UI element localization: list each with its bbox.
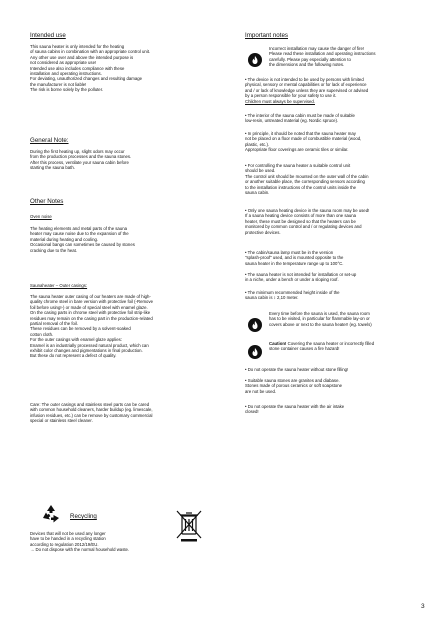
crossed-out-bin-icon (174, 508, 204, 542)
outer-casings-title: Saunaheater – Outer casings: (30, 283, 88, 288)
outer-casings-text: The sauna heater outer casing of our heaters are made of high- quality chrome steel in bare version with protective foil (-Remove foil before using!-) or made of special steel with enamel glaze. On the casing parts in chrome steel with protective foil strip-like residues may remain on the casing part in the production-related partial removal of the foil. These residues can be removed by a solvent-soaked cotton cloth. For the outer casings with enamel glaze applies: Enamel is an industrially processed natural product, which can exhibit color changes and pigmentations in final production. But these do not represent a defect of quality. (30, 294, 153, 359)
oven-noise-text: The heating elements and metal parts of the sauna heater may cause noise due to the expansion of the material during heating and cooling. Occasional bangs can sometimes be caused by stones cracking due to the heat. (30, 226, 135, 253)
note-suitable-stones: • Suitable sauna stones are granites and diabase. Stones made of porous ceramics or soft soapstone are not be used. (245, 378, 342, 394)
general-note-heading: General Note: (30, 137, 69, 144)
recycling-heading: Recycling (70, 513, 97, 520)
sauna-visit-warning-text: Every time before the sauna is used, the sauna room has to be visited, in particular for flammable lay-on or covers above or next to the sauna heater! (eg. towels) (269, 311, 372, 327)
caution-label: Caution! (269, 341, 287, 346)
note-cabin-lamp: • The cabin/sauna lamp must be in the version "splash-proof" used, and is mounted opposite to the sauna heater in the temperature range up to 100°C. (245, 250, 344, 266)
fire-warning-icon (248, 345, 262, 359)
note-minimum-height: • The minimum recommended height inside of the sauna cabin is ↕ 2,10 meter. (245, 290, 340, 301)
care-text: Care: The outer casings and stainless steel parts can be cared with common household cleaners, harder buildup (eg. limescale, infusion residues, etc.) can be remove by customary commercial special or stainless steel cleaner. (30, 402, 153, 424)
important-notes-heading: Important notes (245, 32, 288, 39)
fire-warning-icon (248, 53, 262, 67)
intended-use-heading: Intended use (30, 32, 66, 39)
note-control-unit: • For controlling the sauna heater a suitable control unit should be used. The control unit should be mounted on the outer wall of the cabin or another suitable place, the corresponding sensors according to the installation instructions of the control units inside the sauna cabin. (245, 163, 369, 196)
note-one-heater: • Only one sauna heating device in the sauna room may be used! If a sauna heating device consists of more than one sauna heater, these must be designed so that the heaters can be monitored by common control and / or regulating devices and protective devices. (245, 208, 370, 235)
children-supervised-text: Children must always be supervised. (245, 98, 315, 104)
oven-noise-title: Oven noise (30, 214, 52, 219)
note-limited-capabilities: • The device is not intended to be used by persons with limited physical, sensory or mental capabilities or for lack of experience and / or lack of knowledge unless they are supervised or advised by a person responsible for your safety to use it. (245, 77, 369, 99)
other-notes-heading: Other Notes (30, 198, 64, 205)
recycle-icon (40, 503, 62, 525)
installation-warning-text: Incorrect installation may cause the danger of fire! Please read these installation and operating instructions carefully. Please pay especially attention to the dimensions and the following notes. (269, 46, 376, 68)
note-floor-material: • In principle, it should be noted that the sauna heater may not be placed on a floor made of combustible material (wood, plastic, etc.). Appropriate floor coverings are ceramic tiles or similar. (245, 131, 362, 153)
recycling-text: Devices that will not be used any longer have to be handed in a recycling station according to regulation 2012/19/EU. → Do not dispose with the normal household waste. (30, 531, 130, 553)
caution-body: Covering the sauna heater or incorrectly filled stone container causes a fire hazard! (269, 341, 375, 352)
note-air-intake: • Do not operate the sauna heater with the air intake closed! (245, 404, 345, 415)
note-niche: • The sauna heater is not intended for installation or set-up in a niche, under a bench or under a sloping roof. (245, 272, 357, 283)
general-note-text: During the first heating up, slight odors may occur from the production processes and the sauna stones. After this process, ventilate your sauna cabin before starting the sauna bath. (30, 149, 132, 171)
fire-warning-icon (248, 318, 262, 332)
page-number: 3 (421, 602, 425, 610)
caution-text (269, 341, 427, 352)
intended-use-text: This sauna heater is only intended for the heating of sauna cabins in combination with an appropriate control unit. Any other use over and above the intended purpose is not considered as appropriate use! Intended use also includes compliance with these installation and operating instructions. For deviating, unauthorized changes and resulting damage the manufacturer is not liable! The risk is borne solely by the polluter. (30, 44, 151, 93)
note-stone-filling: • Do not operate the sauna heater without stone filling! (245, 367, 349, 372)
note-interior-material: • The interior of the sauna cabin must be made of suitable low-resin, untreated material (eg. Nordic spruce). (245, 113, 355, 124)
